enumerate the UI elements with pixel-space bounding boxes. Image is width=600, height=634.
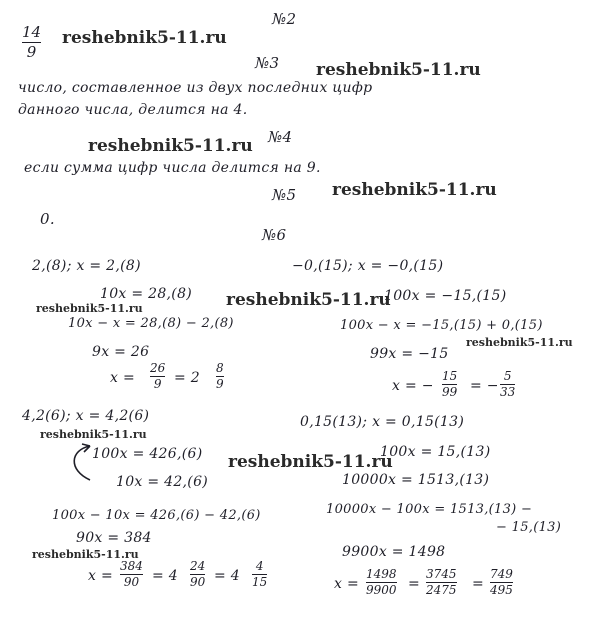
task-header-3: №3 <box>255 54 280 72</box>
left-a-line5-lhs: x = <box>110 370 135 386</box>
fraction-denominator: 33 <box>500 385 516 399</box>
right-b-line6-eq1: = <box>408 576 421 592</box>
fraction-numerator: 8 <box>216 361 224 375</box>
watermark: reshebnik5-11.ru <box>226 290 391 310</box>
task3-line2: данного числа, делится на 4. <box>18 102 248 118</box>
fraction-numerator: 24 <box>190 559 206 573</box>
left-b-line6-eq1: = 4 <box>152 568 178 584</box>
right-a-line4: 99x = −15 <box>370 346 449 362</box>
right-a-fraction2 <box>500 370 515 399</box>
right-b-fraction2 <box>426 568 457 597</box>
right-b-line2: 100x = 15,(13) <box>380 444 491 460</box>
watermark: reshebnik5-11.ru <box>40 428 147 441</box>
right-a-line5-lhs: x = − <box>392 378 434 394</box>
fraction-numerator: 384 <box>120 559 143 573</box>
fraction-numerator: 15 <box>442 369 458 383</box>
watermark: reshebnik5-11.ru <box>466 336 573 349</box>
right-b-line3: 10000x = 1513,(13) <box>342 472 490 488</box>
task-header-5: №5 <box>272 186 297 204</box>
left-b-fraction1 <box>120 560 143 589</box>
right-a-line3: 100x − x = −15,(15) + 0,(15) <box>340 318 543 333</box>
left-a-line2: 10x = 28,(8) <box>100 286 193 302</box>
fraction-numerator: 1498 <box>366 567 397 581</box>
right-b-line4-cont: − 15,(13) <box>496 520 562 535</box>
left-b-fraction2 <box>190 560 205 589</box>
right-b-line5: 9900x = 1498 <box>342 544 446 560</box>
fraction-denominator: 2475 <box>426 583 457 597</box>
right-b-line4: 10000x − 100x = 1513,(13) − <box>326 502 533 517</box>
fraction-denominator: 9 <box>153 377 162 391</box>
left-a-line5-mixed: = 2 <box>174 370 200 386</box>
left-b-line6-eq2: = 4 <box>214 568 240 584</box>
right-a-fraction1 <box>442 370 457 399</box>
left-b-line4: 100x − 10x = 426,(6) − 42,(6) <box>52 508 261 523</box>
left-a-line3: 10x − x = 28,(8) − 2,(8) <box>68 316 234 331</box>
right-a-line1: −0,(15); x = −0,(15) <box>292 258 444 274</box>
left-b-line1: 4,2(6); x = 4,2(6) <box>22 408 150 424</box>
fraction-denominator: 99 <box>442 385 458 399</box>
watermark: reshebnik5-11.ru <box>332 180 497 200</box>
left-a-line1: 2,(8); x = 2,(8) <box>32 258 141 274</box>
task2-fraction <box>22 24 41 61</box>
fraction-denominator: 9 <box>216 377 224 391</box>
watermark: reshebnik5-11.ru <box>316 60 481 80</box>
right-b-line6-lhs: x = <box>334 576 359 592</box>
fraction-numerator: 14 <box>22 23 42 41</box>
left-a-line4: 9x = 26 <box>92 344 150 360</box>
task5-answer: 0. <box>40 210 55 228</box>
watermark: reshebnik5-11.ru <box>228 452 393 472</box>
left-b-line3: 10x = 42,(6) <box>116 474 209 490</box>
task-header-2: №2 <box>272 10 297 28</box>
task3-line1: число, составленное из двух последних цифр <box>18 80 373 96</box>
curved-arrow-icon <box>60 440 100 486</box>
left-b-line6-lhs: x = <box>88 568 113 584</box>
fraction-denominator: 9900 <box>366 583 397 597</box>
task-header-6: №6 <box>262 226 287 244</box>
left-b-line5: 90x = 384 <box>76 530 152 546</box>
right-a-line2: 100x = −15,(15) <box>384 288 507 304</box>
watermark: reshebnik5-11.ru <box>88 136 253 156</box>
fraction-numerator: 26 <box>150 361 166 375</box>
right-b-line6-eq2: = <box>472 576 485 592</box>
fraction-denominator: 495 <box>490 583 513 597</box>
right-a-line5-eq: = − <box>470 378 499 394</box>
right-b-fraction3 <box>490 568 513 597</box>
fraction-numerator: 4 <box>255 559 264 573</box>
fraction-denominator: 15 <box>252 575 268 589</box>
task4-line1: если сумма цифр числа делится на 9. <box>24 160 321 176</box>
watermark: reshebnik5-11.ru <box>36 302 143 315</box>
right-b-line1: 0,15(13); x = 0,15(13) <box>300 414 465 430</box>
watermark: reshebnik5-11.ru <box>62 28 227 48</box>
left-b-fraction3 <box>252 560 267 589</box>
fraction-denominator: 90 <box>190 575 206 589</box>
watermark: reshebnik5-11.ru <box>32 548 139 561</box>
fraction-denominator: 90 <box>123 575 140 589</box>
fraction-numerator: 749 <box>490 567 513 581</box>
right-b-fraction1 <box>366 568 397 597</box>
fraction-numerator: 5 <box>503 369 512 383</box>
left-a-fraction2 <box>216 362 224 391</box>
fraction-denominator: 9 <box>26 43 37 61</box>
left-a-fraction1 <box>150 362 165 391</box>
task-header-4: №4 <box>268 128 293 146</box>
left-b-line2: 100x = 426,(6) <box>92 446 203 462</box>
fraction-numerator: 3745 <box>426 567 457 581</box>
